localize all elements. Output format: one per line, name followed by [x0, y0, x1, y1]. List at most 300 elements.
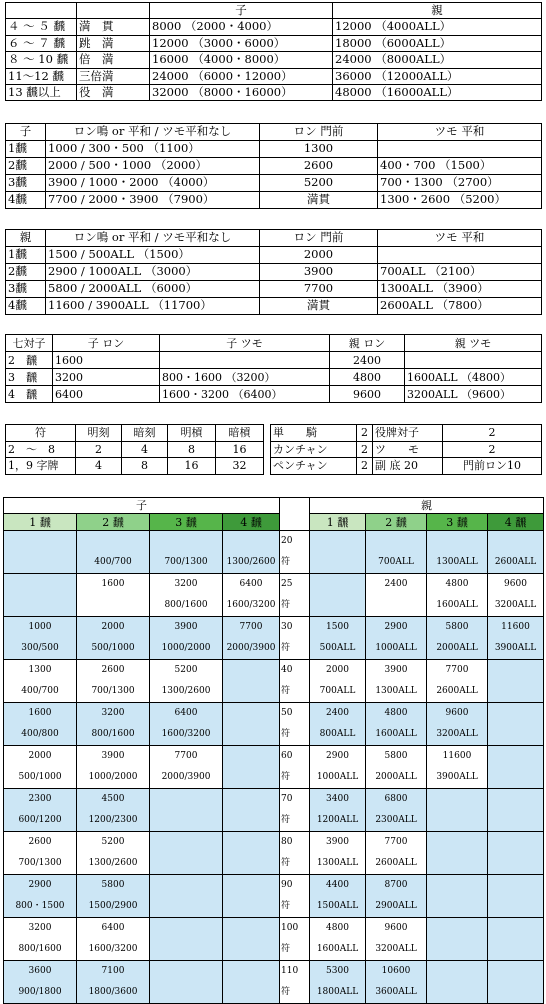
- table-cell: 13 飜以上: [6, 84, 77, 100]
- ko-han-4-fu-110-total: [223, 961, 280, 983]
- table-cell: ８ ～ 10 飜: [6, 52, 77, 68]
- ko-han-3-fu-100-total: [150, 918, 223, 940]
- fu-suffix: 符: [280, 982, 310, 1004]
- table-cell: 2: [357, 441, 373, 458]
- limit-hand-table: [5, 2, 542, 101]
- oya-han-3-fu-40-split: 2600ALL: [427, 681, 488, 703]
- fu-value-80: 80: [280, 832, 310, 854]
- table-cell: 24000 （8000ALL）: [333, 52, 542, 68]
- table-row: [6, 298, 542, 315]
- oya-han-2-fu-90-split: 2900ALL: [366, 896, 427, 918]
- table-row: [6, 192, 542, 209]
- table-row: [6, 158, 542, 175]
- table-cell: 2 飜: [6, 352, 53, 369]
- grid-split-row: [4, 638, 544, 660]
- oya-han-1-fu-90-split: 1500ALL: [310, 896, 366, 918]
- table-cell: [378, 141, 542, 158]
- oya-han-3-fu-90-split: [427, 896, 488, 918]
- ko-han-4-fu-80-total: [223, 832, 280, 854]
- table-cell: 1500 / 500ALL （1500）: [46, 247, 260, 264]
- grid-split-row: [4, 767, 544, 789]
- table-cell: 3900 / 1000・2000 （4000）: [46, 175, 260, 192]
- oya-han-4-fu-20-split: 2600ALL: [488, 552, 544, 574]
- table-cell: 跳 満: [77, 35, 150, 51]
- ko-han-4-fu-70-split: [223, 810, 280, 832]
- table-row: [6, 175, 542, 192]
- table-cell: 3200ALL （9600）: [405, 386, 542, 403]
- table-cell: 4: [122, 441, 168, 458]
- table-cell: 48000 （16000ALL）: [333, 84, 542, 100]
- ko-han-2-fu-20-total: [77, 531, 150, 553]
- table-cell: 16000 （4000・8000）: [150, 52, 333, 68]
- table-cell: [160, 352, 330, 369]
- oya-han-3-fu-90-total: [427, 875, 488, 897]
- oya-han-3-fu-100-total: [427, 918, 488, 940]
- header-cell: ツモ 平和: [378, 124, 542, 141]
- score-grid-body: [4, 498, 544, 1004]
- ko-han-1-fu-30-total: 1000: [4, 617, 77, 639]
- table-cell: ６ ～ ７ 飜: [6, 35, 77, 51]
- oya-han-3-fu-20-total: [427, 531, 488, 553]
- oya-han-3-fu-60-split: 3900ALL: [427, 767, 488, 789]
- oya-han-3-header: 3 飜: [427, 514, 488, 531]
- fu-value-100: 100: [280, 918, 310, 940]
- header-cell: 明刻: [76, 425, 122, 442]
- ko-han-3-fu-110-split: [150, 982, 223, 1004]
- oya-han-3-fu-25-split: 1600ALL: [427, 595, 488, 617]
- oya-han-1-fu-70-split: 1200ALL: [310, 810, 366, 832]
- header-cell: 親 ロン: [330, 335, 405, 352]
- table-cell: 3200: [53, 369, 160, 386]
- table-cell: 3 飜: [6, 369, 53, 386]
- header-row: [6, 230, 542, 247]
- table-cell: 満 貫: [77, 19, 150, 35]
- header-cell: 暗刻: [122, 425, 168, 442]
- table-cell: 32000 （8000・16000）: [150, 84, 333, 100]
- header-cell: 子: [150, 3, 333, 19]
- grid-split-row: [4, 896, 544, 918]
- fu-suffix: 符: [280, 638, 310, 660]
- oya-han-3-fu-50-total: 9600: [427, 703, 488, 725]
- ko-han-3-header: 3 飜: [150, 514, 223, 531]
- ko-han-table: [5, 123, 542, 209]
- oya-han-2-fu-30-total: 2900: [366, 617, 427, 639]
- table-cell: 8000 （2000・4000）: [150, 19, 333, 35]
- oya-han-2-fu-60-split: 2000ALL: [366, 767, 427, 789]
- oya-han-2-fu-40-split: 1300ALL: [366, 681, 427, 703]
- header-cell: 親 ツモ: [405, 335, 542, 352]
- oya-han-2-fu-110-split: 3600ALL: [366, 982, 427, 1004]
- ko-han-3-fu-30-total: 3900: [150, 617, 223, 639]
- oya-han-2-fu-70-split: 2300ALL: [366, 810, 427, 832]
- ko-han-1-fu-40-total: 1300: [4, 660, 77, 682]
- ko-han-1-fu-90-total: 2900: [4, 875, 77, 897]
- oya-han-4-fu-70-split: [488, 810, 544, 832]
- table-cell: 2: [357, 425, 373, 442]
- ko-han-3-fu-100-split: [150, 939, 223, 961]
- table-cell: 5200: [260, 175, 378, 192]
- table-cell: 満貫: [260, 192, 378, 209]
- table-row: [6, 369, 542, 386]
- table-cell: 2飜: [6, 264, 46, 281]
- chiitoitsu-table: [5, 334, 542, 403]
- header-cell: ロン 門前: [260, 230, 378, 247]
- oya-han-1-fu-25-split: [310, 595, 366, 617]
- grid-split-row: [4, 853, 544, 875]
- ko-han-1-fu-100-split: 800/1600: [4, 939, 77, 961]
- fu-suffix: 符: [280, 681, 310, 703]
- grid-score-row: [4, 574, 544, 596]
- ko-han-1-fu-60-total: 2000: [4, 746, 77, 768]
- oya-han-1-fu-20-total: [310, 531, 366, 553]
- oya-han-3-fu-100-split: [427, 939, 488, 961]
- oya-han-4-fu-50-total: [488, 703, 544, 725]
- table-row: [6, 441, 264, 458]
- ko-han-3-fu-90-split: [150, 896, 223, 918]
- oya-han-2-fu-25-split: [366, 595, 427, 617]
- ko-han-1-fu-70-total: 2300: [4, 789, 77, 811]
- table-cell: 1飜: [6, 141, 46, 158]
- table-cell: 700・1300 （2700）: [378, 175, 542, 192]
- ko-han-4-fu-80-split: [223, 853, 280, 875]
- oya-han-2-fu-100-split: 3200ALL: [366, 939, 427, 961]
- ko-han-1-fu-80-split: 700/1300: [4, 853, 77, 875]
- ko-han-4-fu-30-split: 2000/3900: [223, 638, 280, 660]
- grid-group-header-row: [4, 498, 544, 514]
- ko-han-3-fu-20-total: [150, 531, 223, 553]
- fu-suffix: 符: [280, 810, 310, 832]
- ko-han-3-fu-110-total: [150, 961, 223, 983]
- ko-han-4-fu-50-total: [223, 703, 280, 725]
- ko-han-1-fu-20-split: [4, 552, 77, 574]
- header-row: [6, 124, 542, 141]
- header-cell: 子: [6, 124, 46, 141]
- table-cell: 8: [168, 441, 216, 458]
- ko-han-1-fu-80-total: 2600: [4, 832, 77, 854]
- table-cell: 副 底 20: [373, 458, 443, 475]
- ko-han-2-fu-25-total: 1600: [77, 574, 150, 596]
- ko-han-4-fu-25-total: 6400: [223, 574, 280, 596]
- table-cell: 24000 （6000・12000）: [150, 68, 333, 84]
- table-row: [6, 52, 542, 68]
- ko-han-3-fu-90-total: [150, 875, 223, 897]
- grid-score-row: [4, 746, 544, 768]
- grid-score-row: [4, 875, 544, 897]
- ko-han-4-fu-100-total: [223, 918, 280, 940]
- table-cell: 36000 （12000ALL）: [333, 68, 542, 84]
- ko-han-3-fu-70-split: [150, 810, 223, 832]
- oya-han-3-fu-80-total: [427, 832, 488, 854]
- header-cell: [77, 3, 150, 19]
- table-row: [6, 281, 542, 298]
- ko-han-4-fu-70-total: [223, 789, 280, 811]
- table-cell: 2: [443, 441, 542, 458]
- ko-han-1-fu-110-total: 3600: [4, 961, 77, 983]
- fu-body: [6, 425, 264, 475]
- ko-han-2-fu-80-total: 5200: [77, 832, 150, 854]
- oya-han-4-fu-25-split: 3200ALL: [488, 595, 544, 617]
- ko-han-1-header: 1 飜: [4, 514, 77, 531]
- oya-han-2-fu-25-total: 2400: [366, 574, 427, 596]
- ko-han-body: [6, 124, 542, 209]
- oya-han-2-fu-20-split: 700ALL: [366, 552, 427, 574]
- fu-value-90: 90: [280, 875, 310, 897]
- oya-han-3-fu-80-split: [427, 853, 488, 875]
- oya-han-4-fu-20-total: [488, 531, 544, 553]
- ko-han-1-fu-110-split: 900/1800: [4, 982, 77, 1004]
- table-cell: 2900 / 1000ALL （3000）: [46, 264, 260, 281]
- table-row: [6, 352, 542, 369]
- ko-han-2-fu-100-total: 6400: [77, 918, 150, 940]
- ko-han-1-fu-70-split: 600/1200: [4, 810, 77, 832]
- ko-han-1-fu-40-split: 400/700: [4, 681, 77, 703]
- oya-han-4-fu-60-total: [488, 746, 544, 768]
- table-cell: 2: [76, 441, 122, 458]
- table-cell: [405, 352, 542, 369]
- header-cell: 符: [6, 425, 76, 442]
- table-cell: 4飜: [6, 298, 46, 315]
- table-cell: 2600: [260, 158, 378, 175]
- ko-han-2-fu-110-split: 1800/3600: [77, 982, 150, 1004]
- header-cell: ロン 門前: [260, 124, 378, 141]
- oya-han-3-fu-30-total: 5800: [427, 617, 488, 639]
- table-cell: ツ モ: [373, 441, 443, 458]
- oya-han-4-fu-80-split: [488, 853, 544, 875]
- oya-han-3-fu-20-split: 1300ALL: [427, 552, 488, 574]
- table-cell: 11600 / 3900ALL （11700）: [46, 298, 260, 315]
- oya-han-1-fu-70-total: 3400: [310, 789, 366, 811]
- grid-split-row: [4, 595, 544, 617]
- table-cell: 7700 / 2000・3900 （7900）: [46, 192, 260, 209]
- ko-han-2-fu-70-split: 1200/2300: [77, 810, 150, 832]
- header-row: [6, 335, 542, 352]
- table-cell: 門前ロン10: [443, 458, 542, 475]
- table-cell: 9600: [330, 386, 405, 403]
- table-row: [6, 386, 542, 403]
- misc-fu-table: [270, 424, 542, 475]
- fu-column-header: [280, 498, 310, 514]
- table-row: [6, 68, 542, 84]
- oya-han-2-fu-40-total: 3900: [366, 660, 427, 682]
- table-cell: 4: [76, 458, 122, 475]
- table-cell: 4飜: [6, 192, 46, 209]
- fu-value-60: 60: [280, 746, 310, 768]
- ko-han-2-fu-90-total: 5800: [77, 875, 150, 897]
- header-row: [6, 425, 264, 442]
- table-cell: 2: [443, 425, 542, 442]
- fu-value-25: 25: [280, 574, 310, 596]
- ko-han-4-fu-30-total: 7700: [223, 617, 280, 639]
- ko-han-2-fu-50-total: 3200: [77, 703, 150, 725]
- oya-han-4-fu-70-total: [488, 789, 544, 811]
- header-cell: ロン鳴 or 平和 / ツモ平和なし: [46, 124, 260, 141]
- ko-han-2-fu-25-split: [77, 595, 150, 617]
- misc-fu-body: [271, 425, 542, 475]
- oya-han-table: [5, 229, 542, 315]
- table-cell: 1飜: [6, 247, 46, 264]
- ko-han-1-fu-50-total: 1600: [4, 703, 77, 725]
- header-cell: 七対子: [6, 335, 53, 352]
- ko-group-label: 子: [4, 498, 280, 514]
- grid-score-row: [4, 961, 544, 983]
- ko-han-4-fu-20-total: [223, 531, 280, 553]
- grid-split-row: [4, 724, 544, 746]
- oya-han-2-fu-50-split: 1600ALL: [366, 724, 427, 746]
- oya-han-4-fu-40-total: [488, 660, 544, 682]
- table-row: [271, 441, 542, 458]
- ko-han-3-fu-80-total: [150, 832, 223, 854]
- oya-han-2-fu-80-total: 7700: [366, 832, 427, 854]
- table-row: [6, 35, 542, 51]
- oya-han-4-fu-25-total: 9600: [488, 574, 544, 596]
- oya-han-2-fu-60-total: 5800: [366, 746, 427, 768]
- grid-han-header-row: [4, 514, 544, 531]
- ko-han-4-fu-25-split: 1600/3200: [223, 595, 280, 617]
- ko-han-4-fu-20-split: 1300/2600: [223, 552, 280, 574]
- oya-han-3-fu-30-split: 2000ALL: [427, 638, 488, 660]
- oya-han-4-fu-100-total: [488, 918, 544, 940]
- ko-han-2-header: 2 飜: [77, 514, 150, 531]
- header-cell: 親: [6, 230, 46, 247]
- ko-han-1-fu-60-split: 500/1000: [4, 767, 77, 789]
- oya-han-4-header: 4 飜: [488, 514, 544, 531]
- ko-han-3-fu-50-total: 6400: [150, 703, 223, 725]
- table-cell: 満貫: [260, 298, 378, 315]
- ko-han-2-fu-100-split: 1600/3200: [77, 939, 150, 961]
- table-cell: 700ALL （2100）: [378, 264, 542, 281]
- table-cell: 1300ALL （3900）: [378, 281, 542, 298]
- header-cell: 子 ロン: [53, 335, 160, 352]
- table-cell: 5800 / 2000ALL （6000）: [46, 281, 260, 298]
- table-cell: 1300: [260, 141, 378, 158]
- table-cell: 6400: [53, 386, 160, 403]
- ko-han-4-fu-90-split: [223, 896, 280, 918]
- ko-han-3-fu-60-split: 2000/3900: [150, 767, 223, 789]
- ko-han-1-fu-25-split: [4, 595, 77, 617]
- oya-han-1-fu-25-total: [310, 574, 366, 596]
- oya-han-3-fu-110-split: [427, 982, 488, 1004]
- ko-han-1-fu-25-total: [4, 574, 77, 596]
- ko-han-2-fu-30-split: 500/1000: [77, 638, 150, 660]
- table-cell: 倍 満: [77, 52, 150, 68]
- oya-han-4-fu-90-split: [488, 896, 544, 918]
- oya-group-label: 親: [310, 498, 544, 514]
- ko-han-1-fu-90-split: 800・1500: [4, 896, 77, 918]
- ko-han-3-fu-40-total: 5200: [150, 660, 223, 682]
- oya-han-1-fu-60-split: 1000ALL: [310, 767, 366, 789]
- table-row: [6, 19, 542, 35]
- table-cell: ４ ～ ５ 飜: [6, 19, 77, 35]
- table-cell: 2600ALL （7800）: [378, 298, 542, 315]
- table-row: [6, 247, 542, 264]
- grid-score-row: [4, 832, 544, 854]
- fu-value-20: 20: [280, 531, 310, 553]
- oya-han-4-fu-30-total: 11600: [488, 617, 544, 639]
- table-row: [6, 141, 542, 158]
- grid-split-row: [4, 810, 544, 832]
- ko-han-2-fu-70-total: 4500: [77, 789, 150, 811]
- table-cell: 1600・3200 （6400）: [160, 386, 330, 403]
- header-cell: [6, 3, 77, 19]
- ko-han-2-fu-60-total: 3900: [77, 746, 150, 768]
- oya-han-3-fu-25-total: 4800: [427, 574, 488, 596]
- header-cell: ツモ 平和: [378, 230, 542, 247]
- table-cell: 1，9 字牌: [6, 458, 76, 475]
- table-cell: 4 飜: [6, 386, 53, 403]
- grid-score-row: [4, 531, 544, 553]
- table-cell: [378, 247, 542, 264]
- oya-han-4-fu-30-split: 3900ALL: [488, 638, 544, 660]
- oya-han-4-fu-80-total: [488, 832, 544, 854]
- table-row: [271, 425, 542, 442]
- table-row: [271, 458, 542, 475]
- table-cell: 2000 / 500・1000 （2000）: [46, 158, 260, 175]
- fu-table: [5, 424, 264, 475]
- table-cell: 12000 （3000・6000）: [150, 35, 333, 51]
- table-cell: 1600ALL （4800）: [405, 369, 542, 386]
- oya-han-1-fu-80-split: 1300ALL: [310, 853, 366, 875]
- ko-han-2-fu-110-total: 7100: [77, 961, 150, 983]
- oya-han-3-fu-70-split: [427, 810, 488, 832]
- ko-han-2-fu-20-split: 400/700: [77, 552, 150, 574]
- oya-han-3-fu-70-total: [427, 789, 488, 811]
- oya-han-3-fu-110-total: [427, 961, 488, 983]
- ko-han-4-fu-60-total: [223, 746, 280, 768]
- ko-han-4-fu-60-split: [223, 767, 280, 789]
- table-cell: 1000 / 300・500 （1100）: [46, 141, 260, 158]
- ko-han-3-fu-50-split: 1600/3200: [150, 724, 223, 746]
- table-cell: 400・700 （1500）: [378, 158, 542, 175]
- oya-han-4-fu-60-split: [488, 767, 544, 789]
- ko-han-4-fu-110-split: [223, 982, 280, 1004]
- grid-split-row: [4, 982, 544, 1004]
- fu-suffix: 符: [280, 767, 310, 789]
- table-cell: 3飜: [6, 175, 46, 192]
- ko-han-4-fu-100-split: [223, 939, 280, 961]
- ko-han-2-fu-40-split: 700/1300: [77, 681, 150, 703]
- ko-han-3-fu-60-total: 7700: [150, 746, 223, 768]
- oya-han-1-fu-30-total: 1500: [310, 617, 366, 639]
- oya-han-3-fu-60-total: 11600: [427, 746, 488, 768]
- oya-han-1-fu-40-total: 2000: [310, 660, 366, 682]
- oya-han-1-fu-60-total: 2900: [310, 746, 366, 768]
- table-cell: 単 騎: [271, 425, 357, 442]
- grid-score-row: [4, 617, 544, 639]
- oya-han-1-fu-40-split: 700ALL: [310, 681, 366, 703]
- oya-han-2-fu-20-total: [366, 531, 427, 553]
- oya-han-3-fu-40-total: 7700: [427, 660, 488, 682]
- table-cell: 2: [357, 458, 373, 475]
- fu-suffix: 符: [280, 552, 310, 574]
- ko-han-4-fu-40-total: [223, 660, 280, 682]
- grid-score-row: [4, 703, 544, 725]
- oya-han-body: [6, 230, 542, 315]
- oya-han-2-fu-100-total: 9600: [366, 918, 427, 940]
- grid-score-row: [4, 918, 544, 940]
- table-cell: 1600: [53, 352, 160, 369]
- ko-han-2-fu-50-split: 800/1600: [77, 724, 150, 746]
- grid-split-row: [4, 939, 544, 961]
- ko-han-4-header: 4 飜: [223, 514, 280, 531]
- table-cell: ペンチャン: [271, 458, 357, 475]
- table-cell: カンチャン: [271, 441, 357, 458]
- header-cell: 親: [333, 3, 542, 19]
- ko-han-1-fu-100-total: 3200: [4, 918, 77, 940]
- oya-han-1-header: 1 飜: [310, 514, 366, 531]
- table-row: [6, 84, 542, 100]
- table-cell: 12000 （4000ALL）: [333, 19, 542, 35]
- oya-han-1-fu-100-split: 1600ALL: [310, 939, 366, 961]
